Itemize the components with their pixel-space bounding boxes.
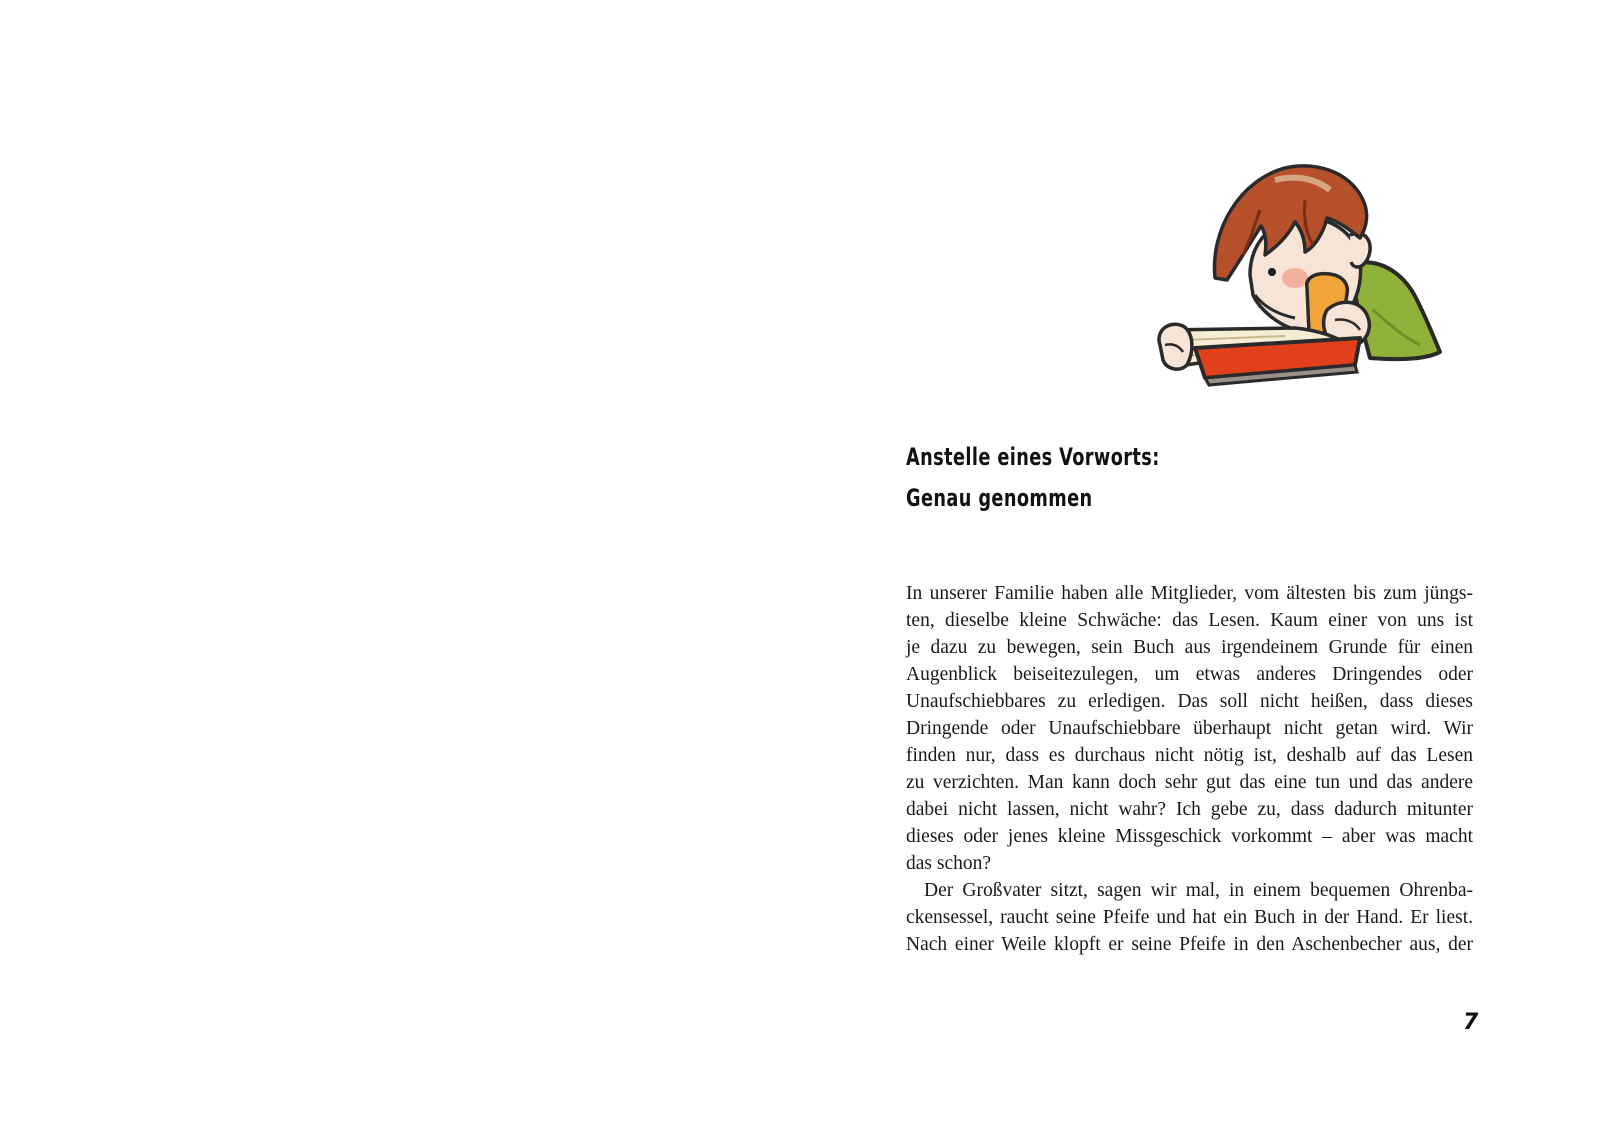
text-line: Unaufschiebbares zu erledigen. Das soll nicht heißen, dass dieses — [906, 691, 1473, 712]
text-line: In unserer Familie haben alle Mitglieder, vom ältesten bis zum jüngs- — [906, 583, 1473, 604]
text-line: Augenblick beiseitezulegen, um etwas anderes Dringendes oder — [906, 664, 1473, 685]
text-line: Nach einer Weile klopft er seine Pfeife in den Aschenbecher aus, der — [906, 934, 1473, 955]
text-line: Dringende oder Unaufschiebbare überhaupt nicht getan wird. Wir — [906, 718, 1473, 739]
text-line: ten, dieselbe kleine Schwäche: das Lesen. Kaum einer von uns ist — [906, 610, 1473, 631]
boy-reading-book-illustration — [1155, 160, 1465, 395]
page-number: 7 — [1463, 1010, 1479, 1035]
text-line: finden nur, dass es durchaus nicht nötig ist, deshalb auf das Lesen — [906, 745, 1473, 766]
text-line: dieses oder jenes kleine Missgeschick vorkommt – aber was macht — [906, 826, 1473, 847]
text-line: dabei nicht lassen, nicht wahr? Ich gebe zu, dass dadurch mitunter — [906, 799, 1473, 820]
text-line: ckensessel, raucht seine Pfeife und hat ein Buch in der Hand. Er liest. — [906, 907, 1473, 928]
text-line: je dazu zu bewegen, sein Buch aus irgendeinem Grunde für einen — [906, 637, 1473, 658]
text-line: Der Großvater sitzt, sagen wir mal, in einem bequemen Ohrenba- — [924, 880, 1473, 901]
text-line: das schon? — [906, 853, 992, 874]
chapter-heading-line-1: Anstelle eines Vorworts: — [906, 443, 1160, 471]
body-paragraphs — [906, 580, 1473, 958]
chapter-heading — [906, 437, 1160, 519]
text-line: zu verzichten. Man kann doch sehr gut das eine tun und das andere — [906, 772, 1473, 793]
chapter-heading-line-2: Genau genommen — [906, 484, 1093, 512]
